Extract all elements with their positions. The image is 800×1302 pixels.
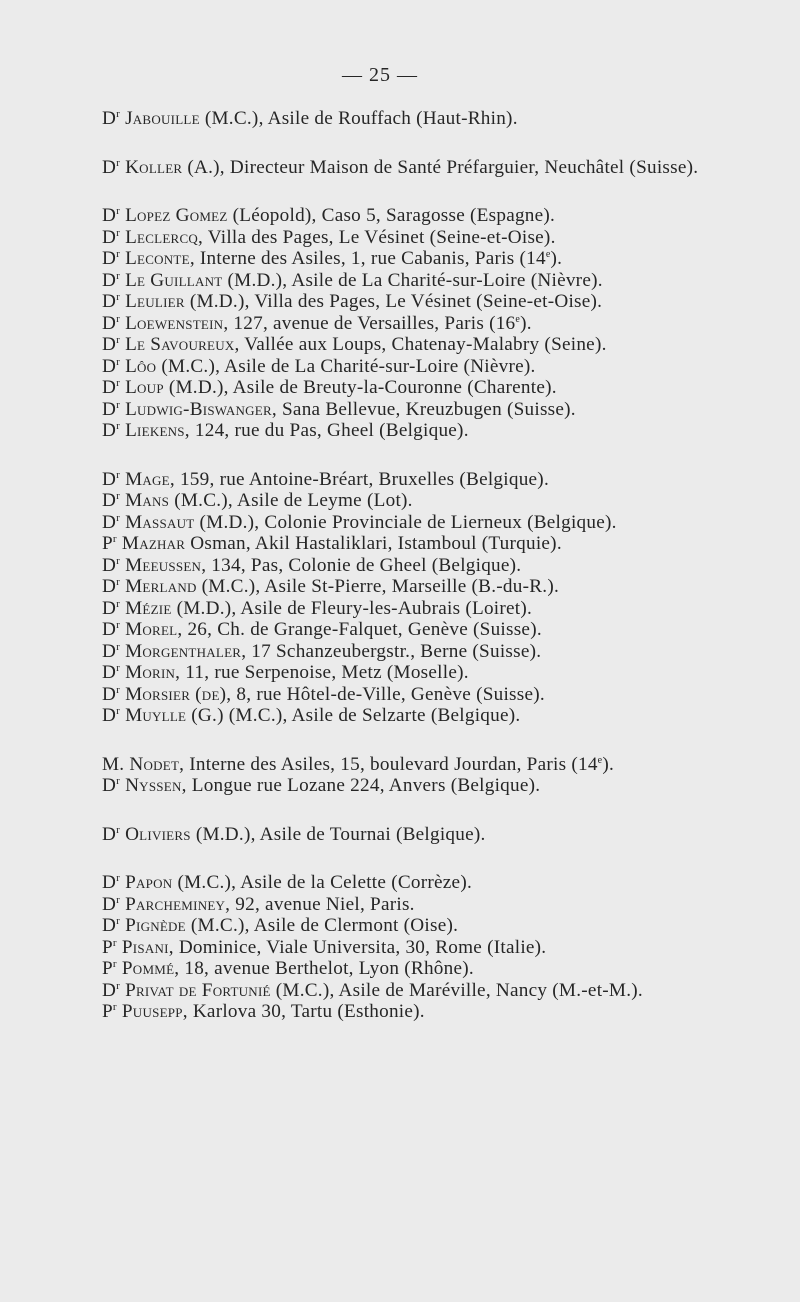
honorific [102,598,120,619]
member-address: , Dominice, Viale Universita, 30, Rome (Italie). [168,936,547,958]
member-name: Morin [125,662,176,683]
member-address: , 124, rue du Pas, Gheel (Belgique). [184,420,469,441]
list-item [102,598,792,620]
honorific-superscript: r [116,420,121,432]
member-name: Mézie [125,597,172,619]
member-address-end: ). [520,312,532,334]
honorific [102,248,120,269]
honorific-superscript: r [116,640,121,653]
member-detail [175,662,469,683]
honorific-text: D [102,576,117,597]
honorific-text: D [102,312,117,334]
list-item [102,775,792,797]
member-detail [185,533,562,554]
member-detail [177,619,542,640]
honorific-text: P [102,1001,113,1022]
honorific [102,270,120,291]
honorific [102,641,120,662]
member-address: (M.D.), Villa des Pages, Le Vésinet (Seine-et-Oise). [184,291,603,312]
page-number: — 25 — [342,64,418,86]
honorific-text: D [102,291,117,312]
member-name: Nyssen [125,775,182,796]
member-name: Koller [125,156,183,178]
member-address: , Longue rue Lozane 224, Anvers (Belgique). [181,775,541,796]
honorific [102,490,120,511]
honorific-text: D [102,398,117,420]
member-address: (M.C.), Asile de Leyme (Lot). [169,490,413,511]
list-item [102,313,792,335]
honorific-text: D [102,377,117,398]
member-address: (M.D.), Asile de Tournai (Belgique). [190,823,486,845]
honorific-superscript: r [116,377,121,389]
list-item [102,872,792,894]
member-detail [198,227,556,248]
list-item [102,641,792,663]
honorific-superscript: r [116,576,121,588]
member-detail [179,754,614,775]
honorific [102,227,120,248]
member-name: Massaut [125,511,195,533]
member-address: , Villa des Pages, Le Vésinet (Seine-et-Oise). [198,226,556,248]
member-detail [191,824,486,845]
member-address: (M.D.), Asile de Fleury-les-Aubrais (Loiret). [171,597,533,619]
honorific-text: D [102,108,117,129]
member-detail [197,576,559,597]
list-item [102,754,792,776]
honorific [102,512,120,533]
honorific [102,533,117,554]
honorific-superscript: r [116,468,121,481]
honorific-superscript: r [116,979,121,992]
list-item [102,619,792,641]
member-name: Le Guillant [125,269,223,291]
honorific-text: P [102,958,113,979]
list-item [102,684,792,706]
member-name: Mazhar [121,533,186,554]
member-address: , 8, rue Hôtel-de-Ville, Genève (Suisse). [226,683,545,705]
honorific [102,334,120,355]
member-detail [185,291,602,312]
honorific-superscript: r [116,872,121,884]
list-item [102,248,792,270]
honorific-superscript: r [116,775,121,787]
member-address: , 18, avenue Berthelot, Lyon (Rhône). [174,958,474,979]
honorific-text: D [102,640,117,662]
member-name: Mage [125,468,170,490]
member-name: Puusepp [121,1001,183,1022]
member-name: Jabouille [125,108,200,129]
member-detail [172,872,472,893]
honorific-text: P [102,533,113,554]
honorific-text: D [102,490,117,511]
honorific [102,469,120,490]
list-item [102,824,792,846]
entry-group [102,157,792,179]
honorific-superscript: r [112,958,117,970]
member-name: Merland [125,576,197,597]
member-detail [271,980,643,1001]
member-name: Loewenstein [125,312,224,334]
member-detail [226,684,545,705]
member-address: (G.) (M.C.), Asile de Selzarte (Belgique). [186,705,521,726]
honorific [102,313,120,334]
member-address: (Léopold), Caso 5, Saragosse (Espagne). [227,205,556,226]
member-address: , Karlova 30, Tartu (Esthonie). [182,1001,425,1022]
member-detail [186,705,520,726]
honorific-superscript: r [116,156,121,169]
member-name: Meeussen [125,554,202,576]
member-detail [172,598,533,619]
honorific-superscript: r [116,915,121,927]
ordinal-superscript: e [597,754,603,766]
honorific-superscript: r [116,355,121,368]
honorific-text: P [102,936,113,958]
honorific-superscript: r [112,533,117,545]
list-item [102,705,792,727]
list-item [102,533,792,555]
honorific-text: D [102,597,117,619]
entry-group [102,754,792,797]
honorific-text: D [102,979,117,1001]
honorific-superscript: r [116,108,121,120]
honorific [102,872,120,893]
member-address: (M.C.), Asile de Maréville, Nancy (M.-et-M.). [270,979,643,1001]
member-detail [194,512,616,533]
honorific [102,619,120,640]
list-item [102,915,792,937]
member-address: (M.C.), Asile de Rouffach (Haut-Rhin). [199,108,518,129]
member-address: (M.C.), Asile de La Charité-sur-Loire (Nièvre). [156,355,536,377]
honorific-text: D [102,334,117,355]
honorific [102,356,120,377]
member-address: , Vallée aux Loups, Chatenay-Malabry (Seine). [234,334,607,355]
list-item [102,490,792,512]
honorific-text: D [102,872,117,893]
list-item [102,334,792,356]
member-detail [186,915,458,936]
member-detail [170,469,549,490]
honorific [102,291,120,312]
list-item [102,894,792,916]
member-name: Privat de Fortunié [125,979,271,1001]
honorific-superscript: r [116,334,121,346]
list-item [102,980,792,1002]
member-detail [190,248,562,269]
honorific [102,894,120,915]
member-address: , Interne des Asiles, 1, rue Cabanis, Paris (14 [189,248,546,269]
member-address: (M.D.), Asile de La Charité-sur-Loire (Nièvre). [222,269,603,291]
honorific [102,824,120,845]
member-address-end: ). [602,753,615,775]
list-item [102,662,792,684]
member-detail [225,894,415,915]
member-name: Morgenthaler [125,640,242,662]
list-item [102,356,792,378]
member-detail [201,555,521,576]
honorific-superscript: r [116,683,121,696]
member-name: Oliviers [125,823,191,845]
honorific-text: D [102,355,117,377]
honorific-text: D [102,420,117,441]
member-name: Mans [125,490,170,511]
member-name: Leulier [125,291,185,312]
ordinal-superscript: e [545,249,551,260]
honorific-superscript: r [116,248,121,260]
honorific-superscript: r [116,597,121,610]
honorific [102,205,120,226]
honorific-superscript: r [116,511,121,524]
honorific-text: D [102,554,117,576]
honorific [102,555,120,576]
honorific [102,576,120,597]
honorific-text: D [102,775,117,796]
member-name: Liekens [125,420,185,441]
member-address-end: ). [550,248,563,269]
member-name: Pisani [121,936,169,958]
member-name: Papon [125,872,173,893]
list-item [102,555,792,577]
list-item [102,291,792,313]
honorific-superscript: r [116,205,121,217]
member-detail [185,420,469,441]
honorific [102,377,120,398]
member-name: Loup [125,377,164,398]
honorific-superscript: r [116,619,121,631]
honorific-superscript: r [116,312,121,325]
honorific-text: D [102,705,117,726]
honorific-text: D [102,823,117,845]
list-item [102,157,792,179]
member-detail [228,205,556,226]
member-detail [241,641,541,662]
list-item [102,270,792,292]
member-address: , Sana Bellevue, Kreuzbugen (Suisse). [271,398,576,420]
member-address: , 11, rue Serpenoise, Metz (Moselle). [175,662,469,683]
honorific-superscript: r [116,554,121,567]
entry-group [102,205,792,442]
member-detail [174,958,474,979]
entry-group [102,872,792,1023]
member-address: , 127, avenue de Versailles, Paris (16 [223,312,516,334]
list-item [102,576,792,598]
honorific [102,705,120,726]
member-detail [182,157,698,178]
honorific-text: D [102,683,117,705]
member-address: , 134, Pas, Colonie de Gheel (Belgique). [201,554,522,576]
honorific [102,662,120,683]
honorific [102,915,120,936]
member-name: Pommé [121,958,175,979]
honorific-text: M. [102,753,125,775]
entry-group [102,824,792,846]
member-name: Pignède [125,915,186,936]
member-detail [234,334,606,355]
honorific-superscript: r [116,705,121,717]
member-detail [223,313,531,334]
honorific-superscript: r [116,291,121,303]
honorific-text: D [102,893,117,915]
honorific-superscript: r [112,936,117,949]
honorific [102,754,124,775]
honorific [102,157,120,178]
member-address: , 26, Ch. de Grange-Falquet, Genève (Suisse). [177,619,542,640]
honorific-text: D [102,226,117,248]
member-address: (A.), Directeur Maison de Santé Préfarguier, Neuchâtel (Suisse). [182,156,699,178]
member-detail [169,490,413,511]
honorific-superscript: r [116,490,121,502]
member-detail [182,775,541,796]
honorific [102,420,120,441]
list-item [102,377,792,399]
member-address: Osman, Akil Hastaliklari, Istamboul (Turquie). [185,533,562,554]
member-address: (M.D.), Asile de Breuty-la-Couronne (Charente). [163,377,557,398]
honorific-superscript: r [116,662,121,674]
member-detail [222,270,602,291]
member-address: (M.D.), Colonie Provinciale de Lierneux (Belgique). [194,511,617,533]
honorific [102,980,120,1001]
member-address: , 17 Schanzeubergstr., Berne (Suisse). [241,640,542,662]
list-item [102,227,792,249]
honorific-text: D [102,915,117,936]
honorific [102,1001,117,1022]
list-item [102,108,792,130]
member-address: , 92, avenue Niel, Paris. [225,893,415,915]
member-name: Muylle [125,705,187,726]
honorific-superscript: r [116,823,121,836]
list-item [102,937,792,959]
member-detail [200,108,518,129]
member-name: Nodet [129,753,180,775]
member-name: Leconte [125,248,190,269]
honorific-text: D [102,156,117,178]
member-detail [183,1001,425,1022]
member-name: Leclercq [125,226,199,248]
member-detail [272,399,576,420]
list-item [102,205,792,227]
entry-group [102,469,792,727]
honorific [102,937,117,958]
member-list [102,108,792,1050]
honorific-text: D [102,662,117,683]
member-name: Morel [125,619,178,640]
member-address: (M.C.), Asile de Clermont (Oise). [185,915,459,936]
honorific-text: D [102,248,117,269]
honorific-text: D [102,205,117,226]
member-name: Lopez Gomez [125,205,228,226]
list-item [102,1001,792,1023]
ordinal-superscript: e [515,313,521,325]
honorific [102,684,120,705]
member-name: Ludwig-Biswanger [125,398,272,420]
honorific-text: D [102,511,117,533]
member-address: , Interne des Asiles, 15, boulevard Jourdan, Paris (14 [179,753,598,775]
honorific [102,958,117,979]
member-address: (M.C.), Asile St-Pierre, Marseille (B.-du-R.). [196,576,560,597]
list-item [102,399,792,421]
honorific-superscript: r [116,398,121,411]
member-name: Lôo [125,355,157,377]
member-detail [156,356,535,377]
list-item [102,420,792,442]
honorific-superscript: r [116,226,121,239]
member-detail [169,937,547,958]
member-detail [164,377,557,398]
list-item [102,469,792,491]
honorific-superscript: r [116,269,121,282]
member-address: , 159, rue Antoine-Bréart, Bruxelles (Belgique). [169,468,549,490]
entry-group [102,108,792,130]
list-item [102,958,792,980]
honorific [102,399,120,420]
honorific-superscript: r [116,893,121,906]
honorific-text: D [102,468,117,490]
member-name: Morsier (de) [125,683,227,705]
honorific-text: D [102,619,117,640]
member-name: Parcheminey [125,893,226,915]
honorific-text: D [102,269,117,291]
member-address: (M.C.), Asile de la Celette (Corrèze). [172,872,473,893]
honorific [102,108,120,129]
list-item [102,512,792,534]
member-name: Le Savoureux [125,334,235,355]
honorific-superscript: r [112,1001,117,1013]
honorific [102,775,120,796]
